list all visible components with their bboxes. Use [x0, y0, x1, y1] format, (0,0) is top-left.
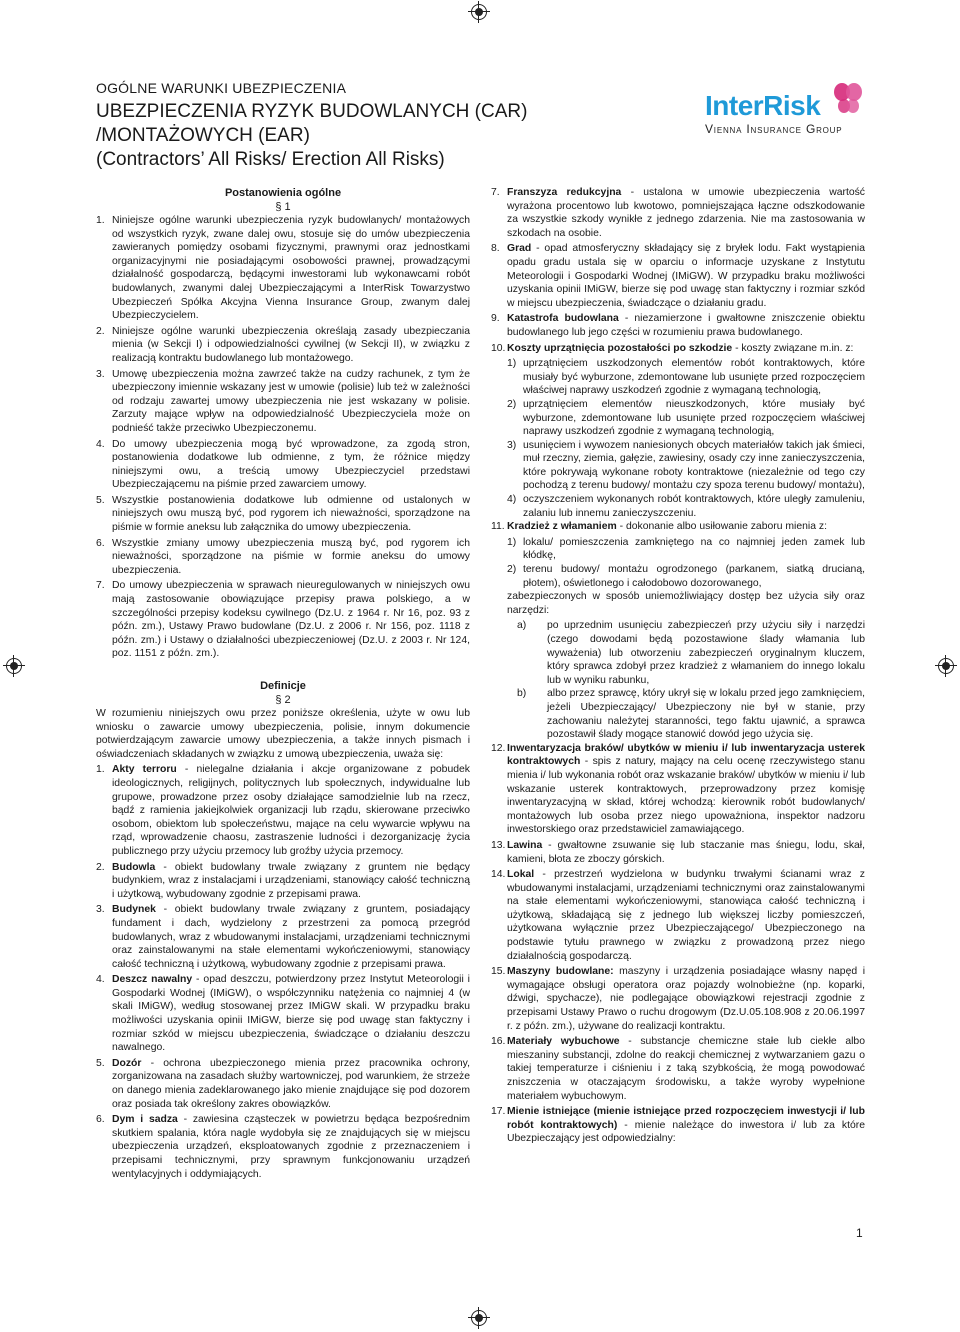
- definition-item: 3. Budynek - obiekt budowlany trwale związany z gruntem, posiadający fundament i dach, wydzielony z przestrzeni za pomocą przegród budowlanych, wraz z wbudowanymi instalacjami, urządzeniami technicznymi oraz zainstalowanymi na stałe elementami wykończeniowymi, stanowiący całość techniczną i użytkową, wybudowany zgodnie z przepisami prawa.: [96, 904, 470, 970]
- registration-mark-top: [471, 4, 487, 20]
- sub-list-item: 2) terenu budowy/ montażu ogrodzonego (parkanem, siatką drucianą, płotem), oświetlonego i całodobowo dozorowanego,: [507, 564, 865, 589]
- section-title-definitions: Definicje: [260, 680, 306, 692]
- definition-item: 9. Katastrofa budowlana - niezamierzone i gwałtowne zniszczenie obiektu budowlanego lub jego części w rozumieniu prawa budowlanego.: [491, 313, 865, 338]
- definition-item: 12. Inwentaryzacja braków/ ubytków w mieniu i/ lub inwentaryzacja usterek kontraktowych - spis z natury, mający na celu ocenę rzeczywistego stanu mienia i/ lub wykonania robót oraz wskazanie braków/ ubytków w mieniu i/ lub wskazanie usterek kontraktowych, przeprowadzony przez komisję inwentaryzacyjną w skład, której wchodzą: kierownik robót budowlanych/ montażowych lub osoba przez niego upoważniona, inspektor nadzoru inwestorskiego oraz przedstawiciel zamawiającego.: [491, 742, 865, 836]
- header-subtitle: OGÓLNE WARUNKI UBEZPIECZENIA: [96, 80, 347, 96]
- list-item: 1. Niniejsze ogólne warunki ubezpieczenia ryzyk budowlanych/ montażowych od wszystkich ryzyk, zwane dalej owu, stosuje się do umów ubezpieczenia zawieranych pomiędzy osobami fizycznymi, prawnymi oraz jednostkami organizacyjnymi nie posiadającymi osobowości prawnej, prowadzącymi działalność gospodarczą, będącymi inwestorami lub wykonawcami robót budowlanych, zwanymi dalej Ubezpieczającymi a InterRisk Towarzystwo Ubezpieczeń Spółka Akcyjna Vienna Insurance Group, zwanym dalej Ubezpieczycielem.: [96, 215, 470, 322]
- list-item: 6. Wszystkie zmiany umowy ubezpieczenia muszą być, pod rygorem ich nieważności, sporządzone na piśmie w formie aneksu do umowy ubezpieczenia.: [96, 537, 470, 576]
- document-header: [96, 80, 576, 172]
- sub-list-item: a) po uprzednim usunięciu zabezpieczeń przy użyciu siły i narzędzi (czego dowodami będą pozostawione ślady włamania lub wyważenia) lub otworzeniu zabezpieczeń oryginalnym kluczem, który sprawca zdobył przez kradzież z włamaniem do innego lokalu lub w wyniku rabunku,: [517, 620, 865, 686]
- sub-list-item: 2) uprzątnięciem elementów nieuszkodzonych, które musiały być wyburzone, zdemontowane lub usunięte przed rozpoczęciem właściwej naprawy uszkodzeń zgodnie z wymaganą technologią,: [507, 398, 865, 438]
- header-title-line3: (Contractors’ All Risks/ Erection All Risks): [96, 149, 445, 170]
- definition-item: 6. Dym i sadza - zawiesina cząsteczek w powietrzu będąca bezpośrednim skutkiem spalania, która nagle wydobyła się ze znajdujących się w miejscu ubezpieczenia urządzeń, eksploatowanych zgodnie z przeznaczeniem i przepisami technicznymi, przy sprawnym funkcjonowaniu urządzeń wentylacyjnych i oddymiających.: [96, 1114, 470, 1180]
- list-item: 2. Niniejsze ogólne warunki ubezpieczenia określają zasady ubezpieczania mienia (w Sekcji I) i odpowiedzialności cywilnej (w Sekcji II), w związku z realizacją kontraktu budowlanego lub montażowego.: [96, 325, 470, 364]
- sub-list-item: 1) lokalu/ pomieszczenia zamkniętego na co najmniej jeden zamek lub kłódkę,: [507, 536, 865, 562]
- definition-item: 7. Franszyza redukcyjna - ustalona w umowie ubezpieczenia wartość wyrażona procentowo lub kwotowo, pomniejszająca łączne odszkodowanie za wszystkie szkody wynikłe z jednego zdarzenia. Nie ma zastosowania w szkodach na osobie.: [491, 187, 865, 239]
- registration-mark-left: [6, 658, 22, 674]
- definition-item: 13. Lawina - gwałtowne zsuwanie się lub staczanie mas śniegu, lodu, skał, kamieni, błota ze zboczy górskich.: [491, 839, 865, 865]
- definition-item: 2. Budowla - obiekt budowlany trwale związany z gruntem nie będący budynkiem, wraz z instalacjami i urządzeniami, stanowiący całość techniczną i użytkową, wybudowany zgodnie z przepisami prawa.: [96, 861, 470, 900]
- list-item: 7. Do umowy ubezpieczenia w sprawach nieuregulowanych w niniejszych owu mają zastosowanie obowiązujące przepisy prawa polskiego, a w szczególności przepisy kodeksu cywilnego (Dz.U. z 1964 r. Nr 16, poz. 93 z późn. zm.), Ustawy Prawo budowlane (Dz.U. z 2006 r. Nr 156, poz. 1118 z późn. zm.) i Ustawy o działalności ubezpieczeniowej (Dz.U. z 2003 r. Nr 124, poz. 1151 z późn. zm.).: [96, 580, 470, 660]
- sub-list-item: 4) oczyszczeniem wykonanych robót kontraktowych, które uległy zamuleniu, zalaniu lub innemu zanieczyszczeniu.: [507, 494, 865, 519]
- butterfly-icon: [832, 82, 864, 116]
- registration-mark-bottom: [471, 1310, 487, 1326]
- header-title-line2: /MONTAŻOWYCH (EAR): [96, 125, 310, 146]
- interrisk-logo: [705, 84, 865, 140]
- logo-wordmark: InterRisk: [705, 90, 821, 121]
- right-column: [491, 186, 865, 1148]
- sub-list-item: 1) uprzątnięciem uszkodzonych elementów robót kontraktowych, które musiały być wyburzone, zdemontowane lub usunięte przed rozpoczęciem właściwej naprawy uszkodzeń zgodnie z wymaganą technologią,: [507, 358, 865, 397]
- definition-item: 11. Kradzież z włamaniem - dokonanie albo usiłowanie zaboru mienia z:: [491, 521, 827, 533]
- registration-mark-right: [938, 658, 954, 674]
- definition-item: 17. Mienie istniejące (mienie istniejące przed rozpoczęciem inwestycji i/ lub robót kontraktowych) - mienie należące do inwestora i/ lub za które Ubezpieczający jest odpowiedzialny:: [491, 1106, 865, 1145]
- logo-subtitle: Vienna Insurance Group: [705, 122, 843, 136]
- definitions-intro: W rozumieniu niniejszych owu przez poniższe określenia, użyte w owu lub wniosku o zawarcie umowy ubezpieczenia, polisie, innym dokumencie potwierdzającym zawarcie umowy ubezpieczenia, a także innych pismach i oświadczeniach składanych w związku z umową ubezpieczenia, uważa się:: [96, 708, 470, 760]
- left-column: [96, 186, 470, 1183]
- header-title-line1: UBEZPIECZENIA RYZYK BUDOWLANYCH (CAR): [96, 101, 528, 122]
- definition-continuation: zabezpieczonych w sposób uniemożliwiający dostęp bez użycia siły oraz narzędzi:: [507, 591, 865, 616]
- list-item: 4. Do umowy ubezpieczenia mogą być wprowadzone, za zgodą stron, postanowienia dodatkowe lub odmienne, z tym, że różnice między niniejszymi owu, a treścią umowy Ubezpieczyciel przedstawi Ubezpieczającemu na piśmie przed zawarciem umowy.: [96, 438, 470, 491]
- definition-item: 1. Akty terroru - nielegalne działania i akcje organizowane z pobudek ideologicznych, religijnych, politycznych lub społecznych, indywidualne lub grupowe, prowadzone przez osoby działające samodzielnie lub na rzecz, bądź z ramienia jakiejkolwiek organizacji lub rządu, skierowane przeciwko osobom, obiektom lub społeczeństwu, mające na celu wywarcie wpływu na rząd, wprowadzenie chaosu, zastraszenie ludności i dezorganizację życia publicznego przy użyciu przemocy lub groźby użycia przemocy.: [96, 764, 470, 857]
- definition-item: 16. Materiały wybuchowe - substancje chemiczne stałe lub ciekłe albo mieszaniny substancji, zdolne do reakcji chemicznej z wytwarzaniem gazu o takiej temperaturze i ciśnieniu i z taką szybkością, że mogą powodować zniszczenia w otaczającym środowisku, a także wyroby wypełnione materiałem wybuchowym.: [491, 1036, 865, 1102]
- definition-item: 4. Deszcz nawalny - opad deszczu, potwierdzony przez Instytut Meteorologii i Gospodarki Wodnej (IMiGW), o współczynniku natężenia co najmniej 4 (w skali IMiGW), według stosowanej przez IMiGW skali. W przypadku braku możliwości uzyskania opinii IMiGW, bierze się pod uwagę stan faktyczny i rozmiar szkód w miejscu ubezpieczenia, świadczące o działaniu deszczu nawalnego.: [96, 974, 470, 1054]
- definition-item: 14. Lokal - przestrzeń wydzielona w budynku trwałymi ścianami wraz z wbudowanymi instalacjami, urządzeniami technicznymi oraz zainstalowanymi na stałe elementami wykończeniowymi, stanowiąca całość techniczną i użytkową, składającą się z jednego lub większej liczby pomieszczeń, użytkowana wyłącznie przez Ubezpieczającego/ Ubezpieczonego na podstawie tytułu prawnego w związku z prowadzoną przez niego działalnością gospodarczą.: [491, 869, 865, 962]
- section-number-2: § 2: [275, 694, 291, 706]
- sub-list-item: b) albo przez sprawcę, który ukrył się w lokalu przed jego zamknięciem, jeżeli Ubezpieczający/ Ubezpieczony nie był w stanie, przy zachowaniu należytej staranności, tego faktu ujawnić, a sprawca pozostawił ślady mogące stanowić dowód jego użycia się.: [517, 688, 865, 741]
- definition-item: 10. Koszty uprzątnięcia pozostałości po szkodzie - koszty związane m.in. z:: [491, 342, 854, 354]
- definition-item: 8. Grad - opad atmosferyczny składający się z bryłek lodu. Fakt wystąpienia opadu gradu ustala się w oparciu o informacje uzyskane z Instytutu Meteorologii i Gospodarki Wodnej (IMiGW). W przypadku braku możliwości uzyskania opinii IMiGW, bierze się pod uwagę stan faktyczny i rozmiar szkód w miejscu ubezpieczenia, świadczące o działaniu gradu.: [491, 243, 865, 309]
- page-number: 1: [856, 1226, 863, 1240]
- definition-item: 15. Maszyny budowlane: maszyny i urządzenia posiadające własny napęd i wymagające obsługi operatora oraz pojazdy wolnobieżne (np. koparki, dźwigi, spychacze), nie podlegające obowiązkowi rejestracji zgodnie z przepisami Ustawy Prawo o ruchu drogowym (Dz.U.05.108.908 z 20.06.1997 r. z późn. zm.), używane do realizacji kontraktu.: [491, 966, 866, 1032]
- sub-list-item: 3) usunięciem i wywozem naniesionych obcych materiałów takich jak śmieci, muł rzeczny, ziemia, gałęzie, zawiesiny, osady czy inne zanieczyszczenia, które pokrywają wykonane roboty kontraktowe (niezależnie od tego czy pochodzą z terenu budowy/ montażu czy spoza terenu budowy/ montażu),: [507, 439, 865, 492]
- list-item: 5. Wszystkie postanowienia dodatkowe lub odmienne od ustalonych w niniejszych owu muszą być, pod rygorem ich nieważności, sporządzone na piśmie w formie aneksu lub załącznika do umowy ubezpieczenia.: [96, 494, 470, 534]
- section-title-general: Postanowienia ogólne: [224, 187, 342, 199]
- list-item: 3. Umowę ubezpieczenia można zawrzeć także na cudzy rachunek, z tym że ubezpieczony imiennie wskazany jest w umowie (polisie) lub też w zależności od rodzaju zawartej umowy ubezpieczenia nie jest wskazany w polisie. Zarzuty mające wpływ na odpowiedzialność Ubezpieczyciela może on podnieść także przeciwko Ubezpieczonemu.: [96, 368, 470, 434]
- definition-item: 5. Dozór - ochrona ubezpieczonego mienia przez pracownika ochrony, zorganizowana na zasadach służby wartowniczej, pod warunkiem, że strzeże on danego mienia zadeklarowanego jako mienie znajdujące się pod dozorem oraz posiada tak określony zakres obowiązków.: [96, 1057, 470, 1110]
- section-number-1: § 1: [275, 201, 291, 213]
